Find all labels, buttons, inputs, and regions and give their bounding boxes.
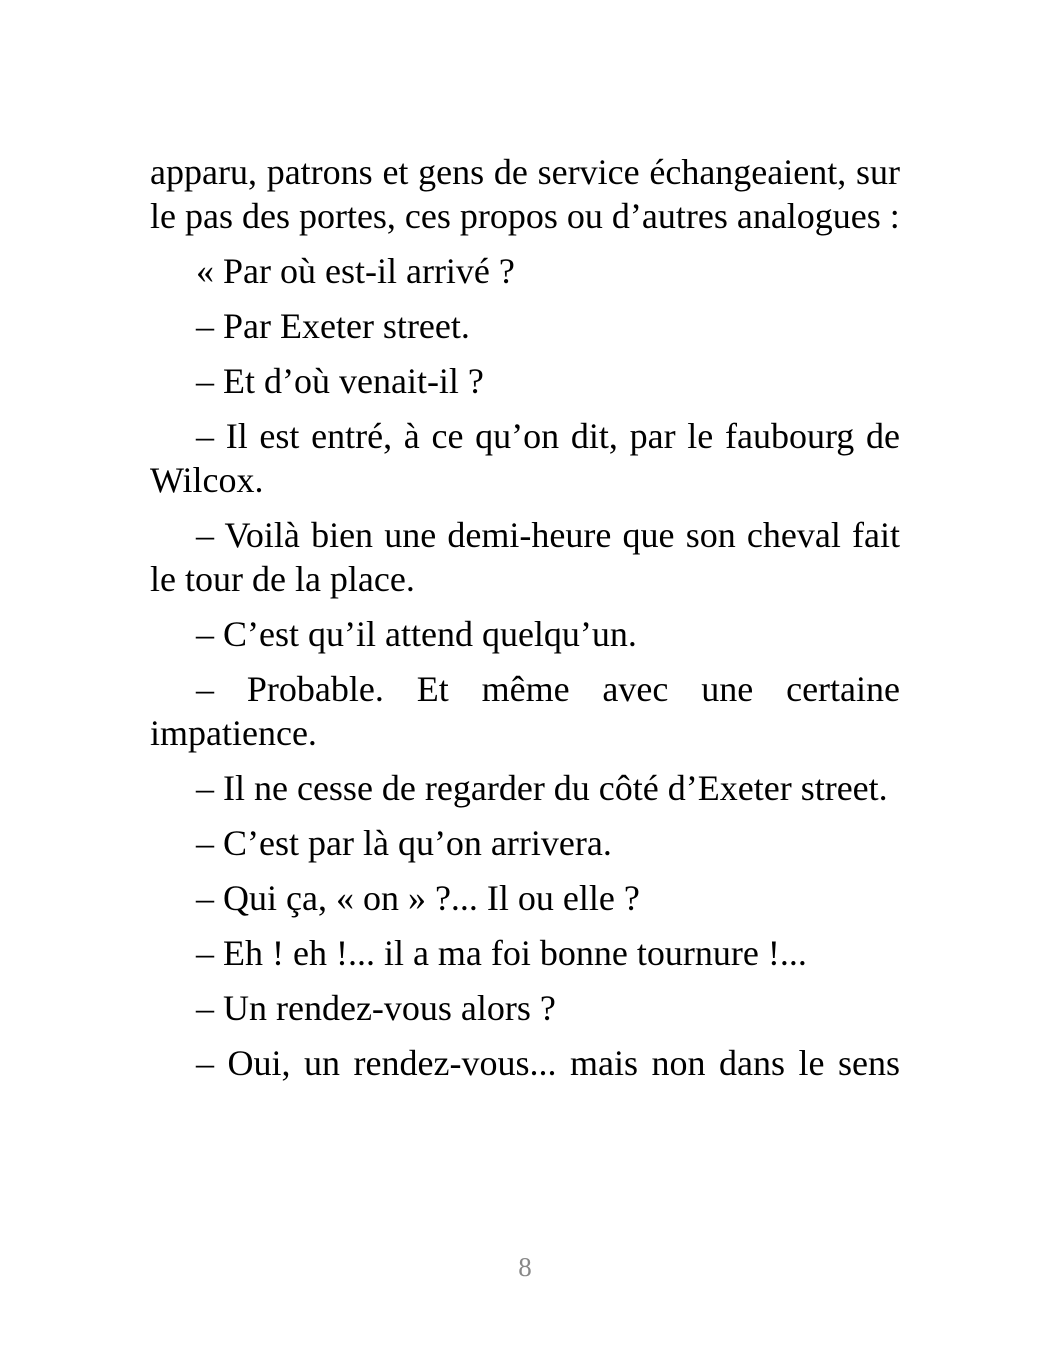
paragraph-5: – Il est entré, à ce qu’on dit, par le faubourg de Wilcox. <box>150 416 900 500</box>
paragraph-1: apparu, patrons et gens de service échangeaient, sur le pas des portes, ces propos ou d’autres analogues : <box>150 152 900 236</box>
paragraph-9: – Il ne cesse de regarder du côté d’Exeter street. <box>196 768 888 808</box>
paragraph-13: – Un rendez-vous alors ? <box>196 988 556 1028</box>
paragraph-8: – Probable. Et même avec une certaine impatience. <box>150 669 900 753</box>
paragraph-10: – C’est par là qu’on arrivera. <box>196 823 612 863</box>
paragraph-4: – Et d’où venait-il ? <box>196 361 484 401</box>
paragraph-6: – Voilà bien une demi-heure que son cheval fait le tour de la place. <box>150 515 900 599</box>
page-number: 8 <box>518 1252 532 1282</box>
page-body <box>150 150 900 1085</box>
paragraph-12: – Eh ! eh !... il a ma foi bonne tournure !... <box>196 933 807 973</box>
paragraph-3: – Par Exeter street. <box>196 306 470 346</box>
paragraph-11: – Qui ça, « on » ?... Il ou elle ? <box>196 878 640 918</box>
paragraph-2: « Par où est-il arrivé ? <box>196 251 515 291</box>
paragraph-14: – Oui, un rendez-vous... mais non dans le sens <box>196 1043 900 1083</box>
paragraph-7: – C’est qu’il attend quelqu’un. <box>196 614 637 654</box>
